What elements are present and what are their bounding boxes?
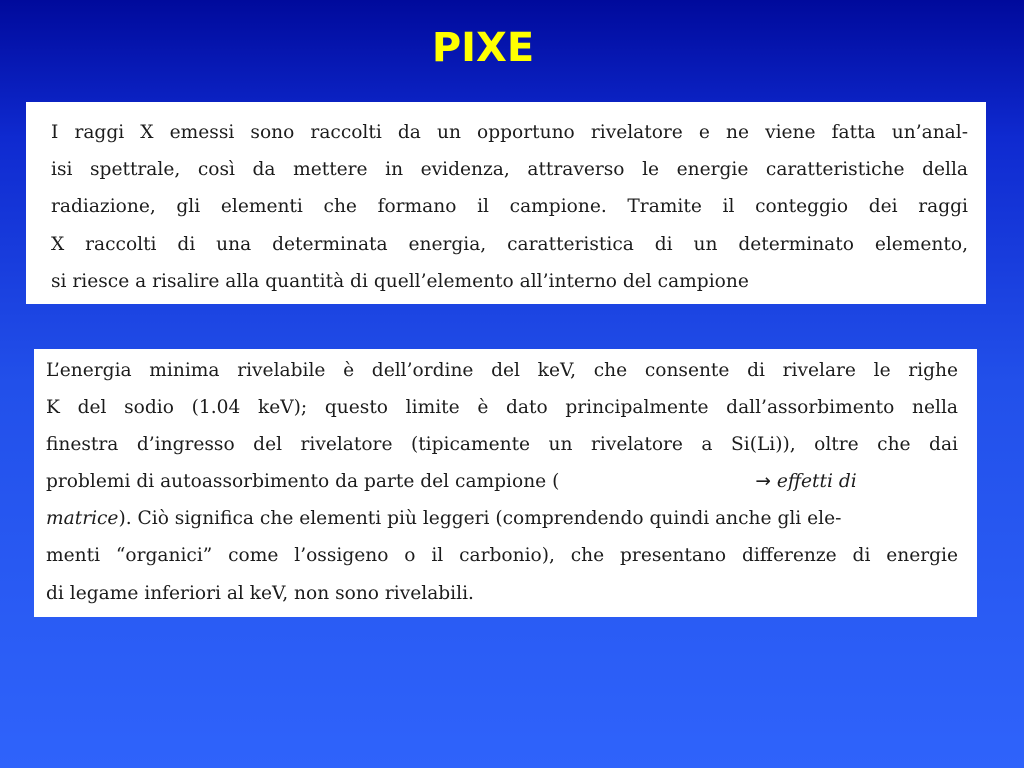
paragraph-line: L’energia minima rivelabile è dell’ordine del keV, che consente di rivelare le righe xyxy=(46,360,958,381)
italic-term: effetti di xyxy=(776,471,857,493)
paragraph-line: finestra d’ingresso del rivelatore (tipicamente un rivelatore a Si(Li)), oltre che dai xyxy=(46,434,958,456)
text-box-detection-limit xyxy=(34,349,977,617)
slide-title: PIXE xyxy=(431,25,535,71)
paragraph-line: X raccolti di una determinata energia, caratteristica di un determinato elemento, xyxy=(51,233,968,255)
paragraph-text: problemi di autoassorbimento da parte del campione ( xyxy=(46,471,560,493)
paragraph-line: si riesce a risalire alla quantità di quell’elemento all’interno del campione xyxy=(51,270,749,292)
text-box-intro xyxy=(26,102,986,304)
paragraph-line xyxy=(46,463,958,500)
paragraph-line: I raggi X emessi sono raccolti da un opportuno rivelatore e ne viene fatta un’anal- xyxy=(51,122,968,143)
paragraph-line: menti “organici” come l’ossigeno o il carbonio), che presentano differenze di energie xyxy=(46,545,958,567)
right-arrow-icon: → xyxy=(755,471,771,493)
paragraph-line: di legame inferiori al keV, non sono rivelabili. xyxy=(46,582,474,604)
paragraph-text: ). Ciò significa che elementi più leggeri (comprendendo quindi anche gli ele- xyxy=(118,508,842,530)
paragraph-line: isi spettrale, così da mettere in evidenza, attraverso le energie caratteristiche della xyxy=(51,159,968,181)
paragraph-line xyxy=(46,500,958,537)
italic-term: matrice xyxy=(46,508,119,530)
paragraph-line: K del sodio (1.04 keV); questo limite è dato principalmente dall’assorbimento nella xyxy=(46,397,958,419)
paragraph-line: radiazione, gli elementi che formano il campione. Tramite il conteggio dei raggi xyxy=(51,196,968,218)
